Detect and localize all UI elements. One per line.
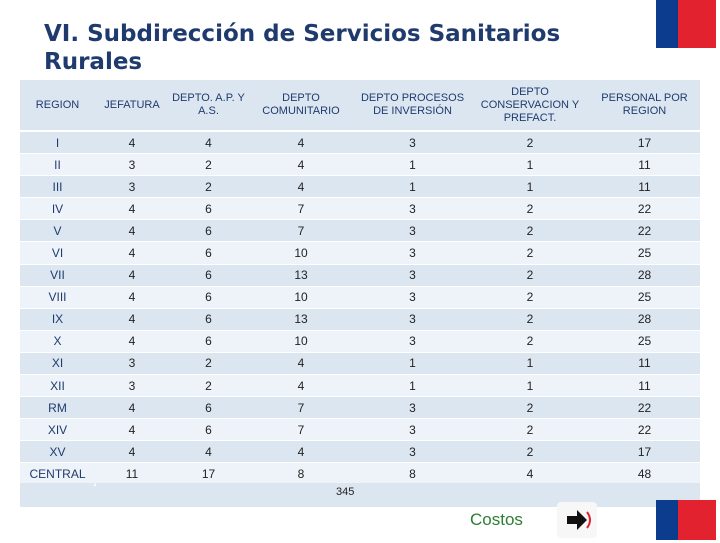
value-cell: 22 [589,198,700,220]
value-cell: 11 [589,154,700,176]
column-header: DEPTO COMUNITARIO [248,80,354,132]
value-cell: 3 [354,242,471,264]
value-cell: 4 [248,176,354,198]
value-cell: 2 [471,419,589,441]
value-cell: 1 [354,176,471,198]
table-row [20,375,700,397]
table-row [20,309,700,331]
page-title-line2: Rurales [44,49,143,75]
value-cell: 4 [95,331,169,353]
flag-blue-stripe [656,0,678,48]
value-cell: 7 [248,397,354,419]
value-cell: 2 [471,220,589,242]
table-row [20,198,700,220]
value-cell: 11 [95,463,169,485]
value-cell: 6 [169,242,248,264]
value-cell: 6 [169,265,248,287]
flag-blue-stripe-bottom [656,500,678,540]
value-cell: 8 [248,463,354,485]
value-cell: 4 [95,419,169,441]
footer-total-row [96,483,700,501]
value-cell: 4 [95,309,169,331]
value-cell: 1 [354,154,471,176]
table-row [20,132,700,154]
value-cell: 13 [248,309,354,331]
value-cell: 2 [169,154,248,176]
value-cell: 2 [471,132,589,154]
value-cell: 2 [169,176,248,198]
footer-total-value: 345 [336,486,355,498]
value-cell: 7 [248,419,354,441]
value-cell: 4 [95,287,169,309]
value-cell: 6 [169,198,248,220]
value-cell: 17 [589,441,700,463]
flag-red-stripe [678,0,716,48]
region-cell: RM [20,397,95,419]
value-cell: 22 [589,397,700,419]
value-cell: 6 [169,397,248,419]
region-cell: III [20,176,95,198]
region-cell: XI [20,353,95,375]
table-row [20,331,700,353]
value-cell: 4 [471,463,589,485]
value-cell: 3 [354,198,471,220]
column-header: DEPTO CONSERVACION Y PREFACT. [471,80,589,132]
value-cell: 1 [471,154,589,176]
page-title [44,20,644,76]
footer-spacer [20,483,94,501]
value-cell: 7 [248,198,354,220]
costos-link[interactable]: Costos [470,510,523,529]
value-cell: 4 [248,353,354,375]
table-body [20,132,700,508]
value-cell: 17 [589,132,700,154]
value-cell: 2 [471,242,589,264]
region-cell: XII [20,375,95,397]
value-cell: 2 [471,441,589,463]
value-cell: 4 [95,441,169,463]
value-cell: 25 [589,242,700,264]
value-cell: 1 [471,353,589,375]
column-header: JEFATURA [95,80,169,132]
value-cell: 25 [589,331,700,353]
value-cell: 17 [169,463,248,485]
value-cell: 11 [589,353,700,375]
value-cell: 22 [589,419,700,441]
column-header: DEPTO PROCESOS DE INVERSIÓN [354,80,471,132]
value-cell: 3 [95,176,169,198]
value-cell: 8 [354,463,471,485]
table-row [20,242,700,264]
value-cell: 13 [248,265,354,287]
value-cell: 10 [248,287,354,309]
region-cell: V [20,220,95,242]
table-row [20,353,700,375]
page-title-line1: VI. Subdirección de Servicios Sanitarios [44,21,561,47]
value-cell: 2 [471,331,589,353]
region-cell: IX [20,309,95,331]
value-cell: 4 [248,132,354,154]
table-row [20,287,700,309]
value-cell: 2 [471,265,589,287]
value-cell: 1 [471,176,589,198]
value-cell: 3 [354,132,471,154]
value-cell: 4 [95,265,169,287]
region-cell: XV [20,441,95,463]
value-cell: 48 [589,463,700,485]
value-cell: 2 [471,309,589,331]
value-cell: 3 [354,441,471,463]
column-header: PERSONAL POR REGION [589,80,700,132]
value-cell: 4 [95,242,169,264]
value-cell: 1 [471,375,589,397]
table-header-row [20,80,700,132]
value-cell: 1 [354,353,471,375]
table-row [20,397,700,419]
value-cell: 4 [95,397,169,419]
value-cell: 2 [471,198,589,220]
value-cell: 3 [95,375,169,397]
value-cell: 28 [589,309,700,331]
value-cell: 2 [169,353,248,375]
value-cell: 7 [248,220,354,242]
value-cell: 4 [95,220,169,242]
region-cell: VII [20,265,95,287]
value-cell: 3 [354,419,471,441]
value-cell: 4 [169,441,248,463]
table-row [20,154,700,176]
value-cell: 4 [169,132,248,154]
value-cell: 3 [354,287,471,309]
value-cell: 3 [95,353,169,375]
value-cell: 11 [589,375,700,397]
value-cell: 4 [95,198,169,220]
column-header: DEPTO. A.P. Y A.S. [169,80,248,132]
value-cell: 25 [589,287,700,309]
value-cell: 2 [471,287,589,309]
column-header: REGION [20,80,95,132]
region-cell: X [20,331,95,353]
value-cell: 3 [95,154,169,176]
table-row [20,176,700,198]
region-cell: VIII [20,287,95,309]
value-cell: 4 [248,375,354,397]
value-cell: 6 [169,419,248,441]
flag-red-stripe-bottom [678,500,716,540]
region-cell: XIV [20,419,95,441]
value-cell: 4 [248,441,354,463]
value-cell: 1 [354,375,471,397]
value-cell: 10 [248,331,354,353]
value-cell: 3 [354,220,471,242]
staff-table [20,80,700,508]
region-cell: IV [20,198,95,220]
region-cell: VI [20,242,95,264]
region-cell: CENTRAL [20,463,95,485]
value-cell: 28 [589,265,700,287]
staff-table-container [20,80,700,508]
value-cell: 6 [169,287,248,309]
value-cell: 3 [354,265,471,287]
value-cell: 3 [354,309,471,331]
table-row [20,220,700,242]
next-arrow-button[interactable] [557,502,597,538]
value-cell: 22 [589,220,700,242]
table-row [20,419,700,441]
table-row [20,265,700,287]
value-cell: 11 [589,176,700,198]
value-cell: 2 [169,375,248,397]
value-cell: 6 [169,220,248,242]
region-cell: I [20,132,95,154]
value-cell: 4 [248,154,354,176]
value-cell: 10 [248,242,354,264]
value-cell: 2 [471,397,589,419]
value-cell: 3 [354,331,471,353]
table-row [20,441,700,463]
value-cell: 4 [95,132,169,154]
value-cell: 3 [354,397,471,419]
arrow-right-icon [557,502,597,538]
region-cell: II [20,154,95,176]
value-cell: 6 [169,309,248,331]
value-cell: 6 [169,331,248,353]
